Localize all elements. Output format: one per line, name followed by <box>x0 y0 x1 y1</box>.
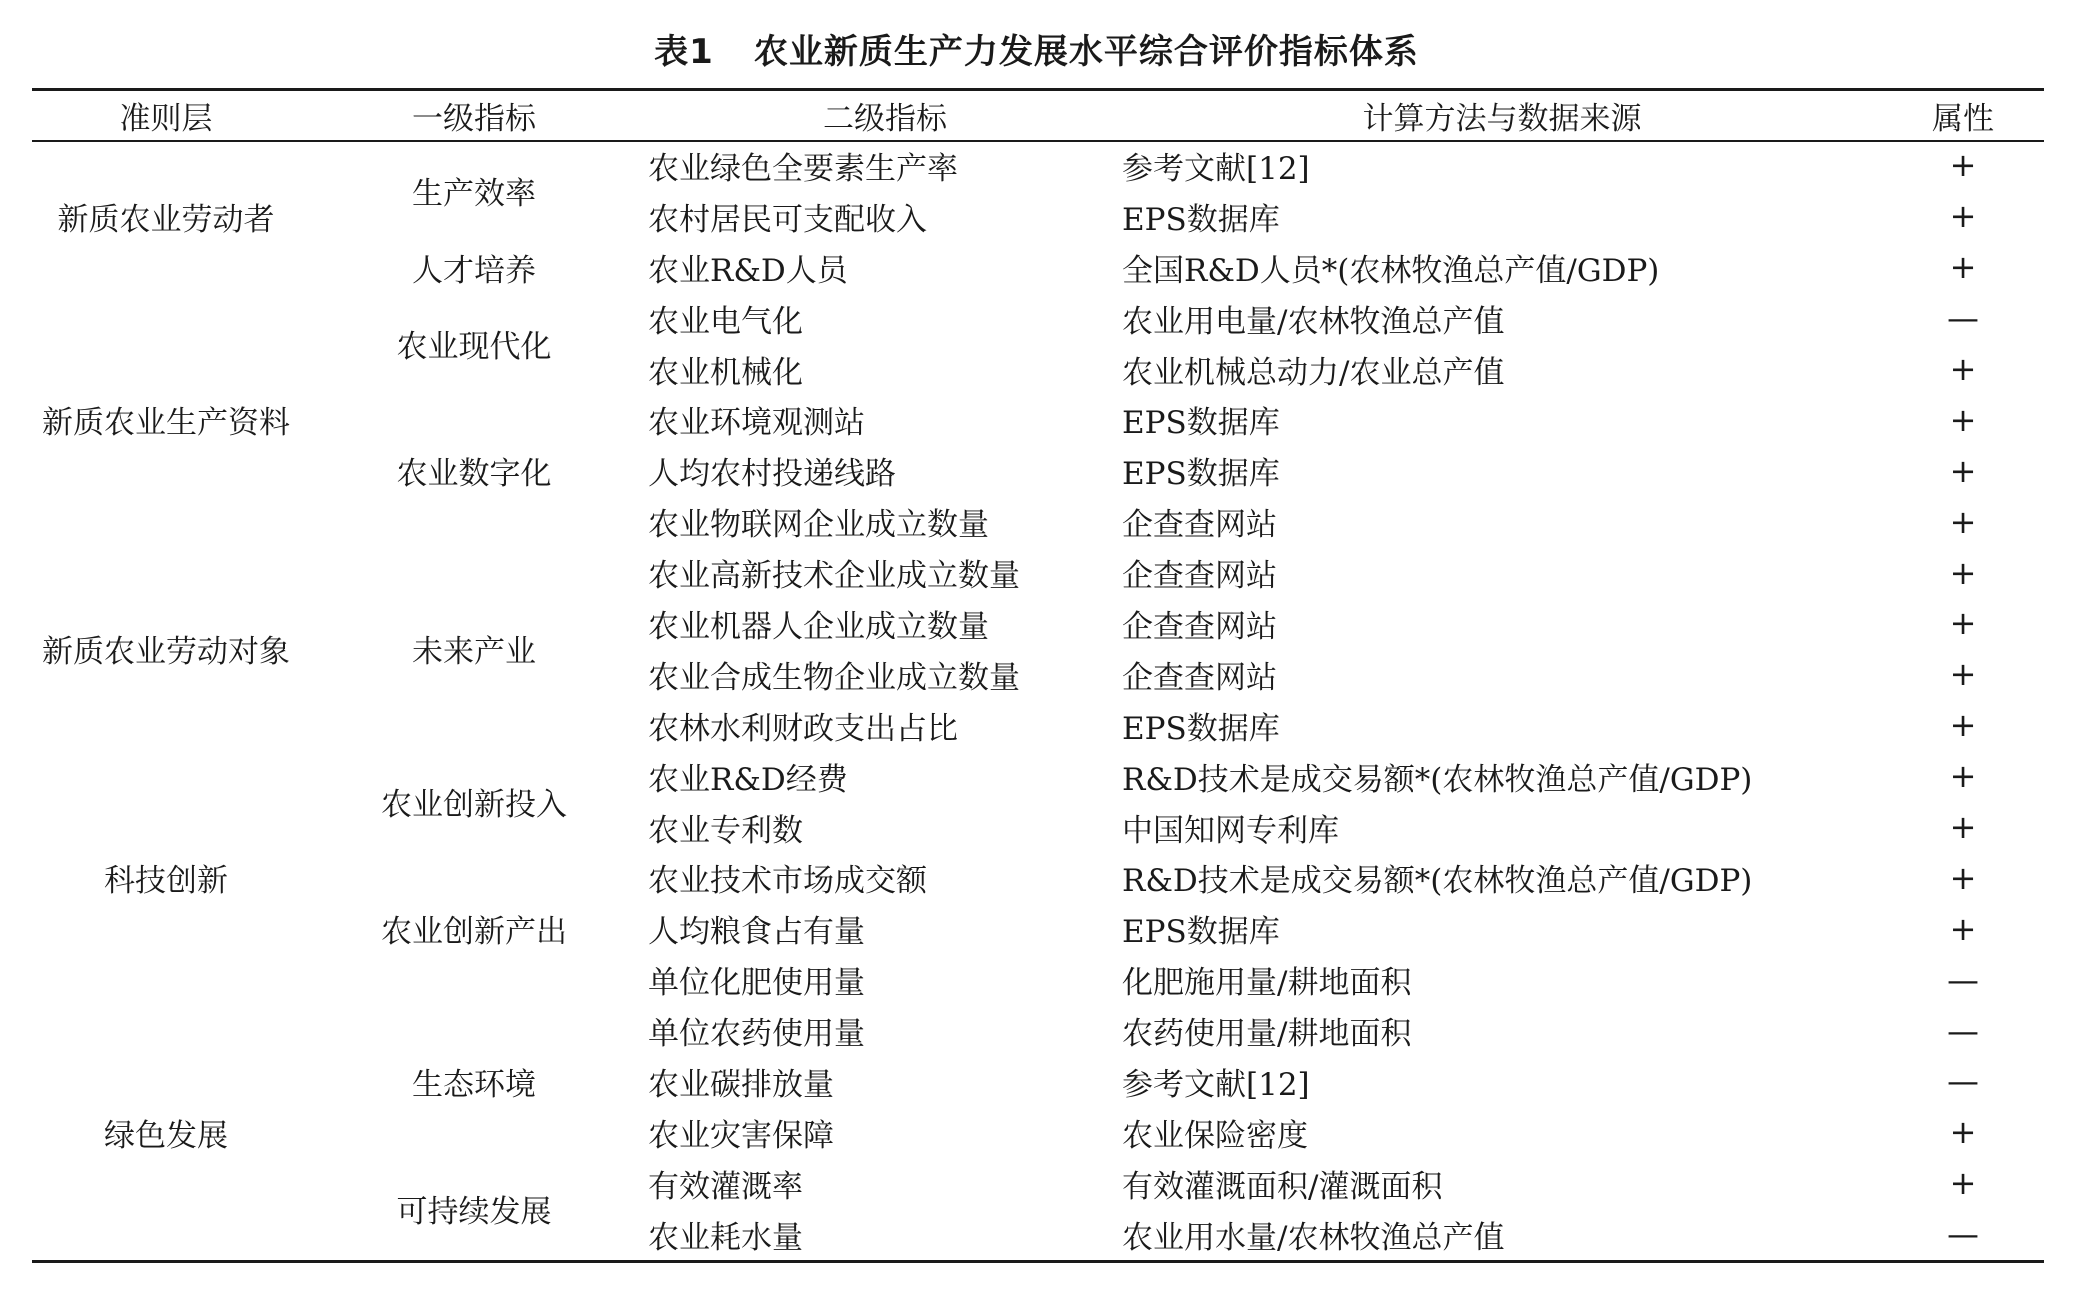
method-source-cell: 企查查网站 <box>1122 507 1277 544</box>
attribute-cell: + <box>1949 757 1977 796</box>
secondary-indicator-cell: 农业灾害保障 <box>648 1117 834 1154</box>
attribute-cell: + <box>1949 197 1977 236</box>
primary-indicator-cell: 农业现代化 <box>396 329 552 366</box>
method-source-cell: 农业用水量/农林牧渔总产值 <box>1122 1219 1505 1256</box>
attribute-cell: — <box>1947 299 1979 338</box>
header-criteria: 准则层 <box>119 101 213 137</box>
method-source-cell: 农业保险密度 <box>1122 1117 1308 1154</box>
attribute-cell: + <box>1949 248 1977 287</box>
table-row <box>32 140 2044 191</box>
secondary-indicator-cell: 农业机器人企业成立数量 <box>648 608 989 645</box>
method-source-cell: EPS数据库 <box>1122 914 1280 951</box>
secondary-indicator-cell: 农村居民可支配收入 <box>648 201 927 238</box>
primary-indicator-cell: 生态环境 <box>412 1066 536 1103</box>
primary-indicator-cell: 人才培养 <box>412 252 536 289</box>
secondary-indicator-cell: 农业电气化 <box>648 303 803 340</box>
secondary-indicator-cell: 农业耗水量 <box>648 1219 803 1256</box>
attribute-cell: + <box>1949 400 1977 439</box>
primary-indicator-cell: 农业数字化 <box>396 456 552 493</box>
attribute-cell: + <box>1949 146 1977 185</box>
secondary-indicator-cell: 农业绿色全要素生产率 <box>648 150 958 187</box>
attribute-cell: + <box>1949 502 1977 541</box>
attribute-cell: — <box>1947 960 1979 999</box>
attribute-cell: + <box>1949 1164 1977 1203</box>
secondary-indicator-cell: 农业机械化 <box>648 354 803 391</box>
secondary-indicator-cell: 农业专利数 <box>648 812 803 849</box>
bottom-rule <box>32 1260 2044 1263</box>
attribute-cell: + <box>1949 553 1977 592</box>
table-row <box>32 1005 2044 1056</box>
method-source-cell: 参考文献[12] <box>1122 1066 1310 1103</box>
method-source-cell: 参考文献[12] <box>1122 150 1310 187</box>
primary-indicator-cell: 生产效率 <box>412 176 536 213</box>
table-title: 农业新质生产力发展水平综合评价指标体系 <box>753 32 1419 72</box>
secondary-indicator-cell: 农业R&D经费 <box>648 761 848 798</box>
attribute-cell: + <box>1949 1113 1977 1152</box>
attribute-cell: + <box>1949 706 1977 745</box>
header-attribute: 属性 <box>1932 101 1994 137</box>
secondary-indicator-cell: 农业碳排放量 <box>648 1066 834 1103</box>
table-row <box>32 751 2044 802</box>
primary-indicator-cell: 农业创新投入 <box>381 787 567 824</box>
table-number: 表1 <box>654 32 714 72</box>
criteria-cell: 绿色发展 <box>104 1117 228 1154</box>
attribute-cell: + <box>1949 350 1977 388</box>
secondary-indicator-cell: 单位化肥使用量 <box>648 965 865 1002</box>
secondary-indicator-cell: 有效灌溉率 <box>648 1168 803 1205</box>
table-caption <box>0 24 2073 80</box>
header-secondary-indicator: 二级指标 <box>823 101 947 137</box>
secondary-indicator-cell: 农业环境观测站 <box>648 405 865 442</box>
attribute-cell: — <box>1947 1215 1979 1254</box>
method-source-cell: 中国知网专利库 <box>1122 812 1339 849</box>
method-source-cell: R&D技术是成交易额*(农林牧渔总产值/GDP) <box>1122 761 1753 798</box>
criteria-cell: 新质农业劳动对象 <box>42 634 290 671</box>
header-row <box>32 91 2044 140</box>
secondary-indicator-cell: 人均粮食占有量 <box>648 914 865 951</box>
secondary-indicator-cell: 单位农药使用量 <box>648 1016 865 1053</box>
table-row <box>32 394 2044 445</box>
table-row <box>32 547 2044 598</box>
attribute-cell: + <box>1949 808 1977 847</box>
method-source-cell: 全国R&D人员*(农林牧渔总产值/GDP) <box>1122 252 1660 289</box>
indicator-table <box>32 91 2044 1260</box>
method-source-cell: 农业用电量/农林牧渔总产值 <box>1122 303 1505 340</box>
primary-indicator-cell: 可持续发展 <box>396 1194 552 1231</box>
method-source-cell: 企查查网站 <box>1122 558 1277 595</box>
table-row <box>32 1158 2044 1209</box>
criteria-cell: 新质农业劳动者 <box>57 201 275 238</box>
secondary-indicator-cell: 农业物联网企业成立数量 <box>648 507 989 544</box>
header-method-source: 计算方法与数据来源 <box>1362 101 1642 137</box>
criteria-cell: 科技创新 <box>104 863 228 900</box>
attribute-cell: + <box>1949 655 1977 694</box>
method-source-cell: R&D技术是成交易额*(农林牧渔总产值/GDP) <box>1122 863 1753 900</box>
table-row <box>32 293 2044 344</box>
table-row <box>32 242 2044 293</box>
attribute-cell: — <box>1947 1062 1979 1101</box>
method-source-cell: EPS数据库 <box>1122 710 1280 747</box>
method-source-cell: EPS数据库 <box>1122 456 1280 493</box>
secondary-indicator-cell: 人均农村投递线路 <box>648 456 896 493</box>
method-source-cell: 有效灌溉面积/灌溉面积 <box>1122 1168 1443 1205</box>
primary-indicator-cell: 农业创新产出 <box>381 914 567 951</box>
attribute-cell: + <box>1949 909 1977 948</box>
attribute-cell: + <box>1949 858 1977 897</box>
primary-indicator-cell: 未来产业 <box>412 634 536 671</box>
attribute-cell: — <box>1947 1011 1979 1050</box>
secondary-indicator-cell: 农业合成生物企业成立数量 <box>648 659 1020 696</box>
method-source-cell: 农药使用量/耕地面积 <box>1122 1016 1412 1053</box>
secondary-indicator-cell: 农林水利财政支出占比 <box>648 710 958 747</box>
method-source-cell: 企查查网站 <box>1122 608 1277 645</box>
header-primary-indicator: 一级指标 <box>412 101 536 137</box>
attribute-cell: + <box>1949 451 1977 490</box>
table-body <box>32 140 2044 1260</box>
attribute-cell: + <box>1949 604 1977 643</box>
method-source-cell: EPS数据库 <box>1122 201 1280 238</box>
criteria-cell: 新质农业生产资料 <box>42 405 290 442</box>
method-source-cell: EPS数据库 <box>1122 405 1280 442</box>
method-source-cell: 企查查网站 <box>1122 659 1277 696</box>
table-row <box>32 852 2044 903</box>
secondary-indicator-cell: 农业高新技术企业成立数量 <box>648 558 1020 595</box>
secondary-indicator-cell: 农业技术市场成交额 <box>648 863 927 900</box>
method-source-cell: 化肥施用量/耕地面积 <box>1122 965 1412 1002</box>
method-source-cell: 农业机械总动力/农业总产值 <box>1122 354 1505 391</box>
secondary-indicator-cell: 农业R&D人员 <box>648 252 848 289</box>
